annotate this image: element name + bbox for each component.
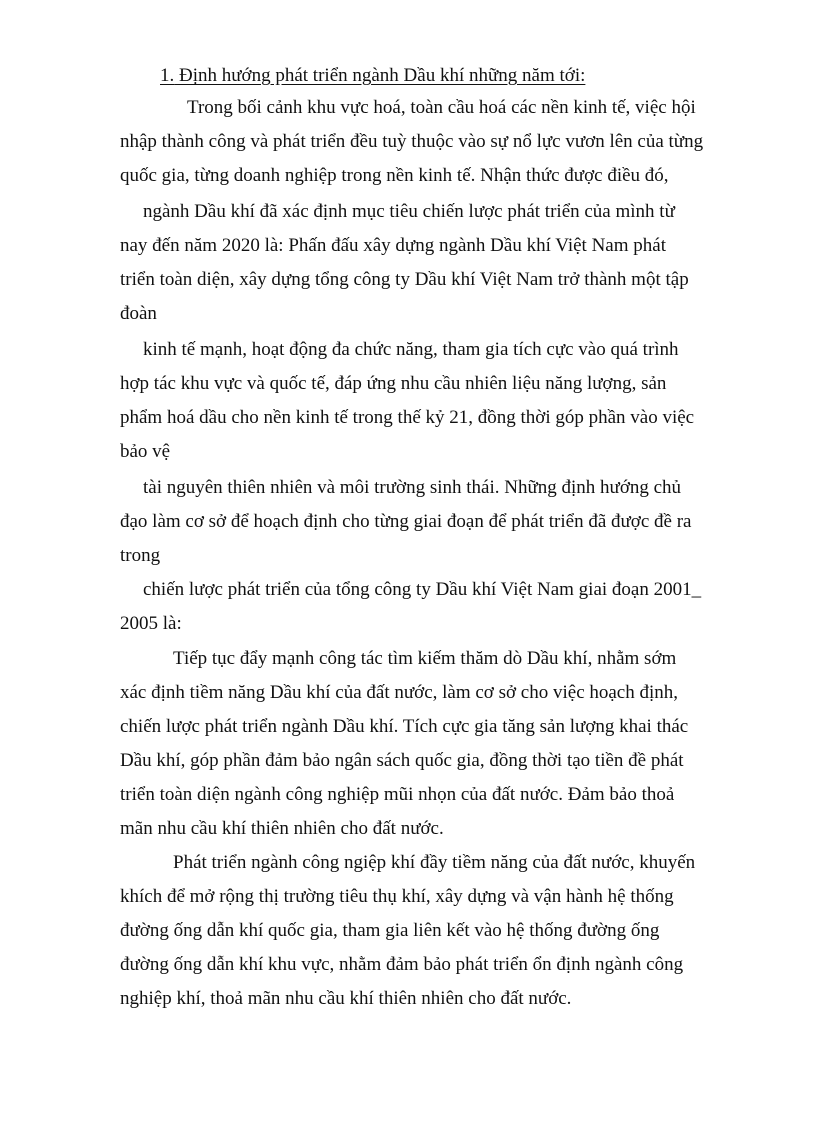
text-line: quốc gia, từng doanh nghiệp trong nền kinh tế. Nhận thức được điều đó, [120, 165, 669, 186]
text-line: đoàn [120, 303, 157, 324]
text-line: kinh tế mạnh, hoạt động đa chức năng, tham gia tích cực vào quá trình [143, 339, 679, 360]
text-line: đường ống dẫn khí quốc gia, tham gia liên kết vào hệ thống đường ống [120, 920, 660, 941]
text-line: đường ống dẫn khí khu vực, nhằm đảm bảo phát triển ổn định ngành công [120, 954, 684, 975]
section-title: Định hướng phát triển ngành Dầu khí những năm tới: [179, 65, 586, 86]
text-line: tài nguyên thiên nhiên và môi trường sinh thái. Những định hướng chủ [143, 477, 682, 498]
text-line: triển toàn diện, xây dựng tổng công ty Dầu khí Việt Nam trở thành một tập [120, 269, 689, 290]
text-line: triển toàn diện ngành công nghiệp mũi nhọn của đất nước. Đảm bảo thoả [120, 784, 675, 805]
text-line: bảo vệ [120, 441, 171, 462]
text-line: phẩm hoá dầu cho nền kinh tế trong thế kỷ 21, đồng thời góp phần vào việc [120, 407, 695, 428]
section-number: 1. [160, 65, 175, 86]
text-line: mãn nhu cầu khí thiên nhiên cho đất nước. [120, 818, 444, 839]
text-line: đạo làm cơ sở để hoạch định cho từng giai đoạn để phát triển đã được đề ra [120, 511, 692, 532]
text-line: hợp tác khu vực và quốc tế, đáp ứng nhu cầu nhiên liệu năng lượng, sản [120, 373, 667, 394]
text-line: xác định tiềm năng Dầu khí của đất nước, làm cơ sở cho việc hoạch định, [120, 682, 679, 703]
text-line: Dầu khí, góp phần đảm bảo ngân sách quốc gia, đồng thời tạo tiền đề phát [120, 750, 684, 771]
text-line: chiến lược phát triển của tổng công ty Dầu khí Việt Nam giai đoạn 2001_ [143, 579, 702, 600]
text-line: Trong bối cảnh khu vực hoá, toàn cầu hoá các nền kinh tế, việc hội [187, 97, 696, 118]
text-line: 2005 là: [120, 613, 182, 634]
text-line: nhập thành công và phát triển đều tuỳ thuộc vào sự nổ lực vươn lên của từng [120, 131, 704, 152]
text-line: khích để mở rộng thị trường tiêu thụ khí, xây dựng và vận hành hệ thống [120, 886, 674, 907]
text-line: nghiệp khí, thoả mãn nhu cầu khí thiên nhiên cho đất nước. [120, 988, 572, 1009]
text-line: Tiếp tục đẩy mạnh công tác tìm kiếm thăm dò Dầu khí, nhằm sớm [173, 648, 677, 669]
text-line: Phát triển ngành công ngiệp khí đầy tiềm năng của đất nước, khuyến [173, 852, 696, 873]
section-heading [160, 64, 585, 88]
text-line: trong [120, 545, 161, 566]
text-line: chiến lược phát triển ngành Dầu khí. Tích cực gia tăng sản lượng khai thác [120, 716, 689, 737]
text-line: ngành Dầu khí đã xác định mục tiêu chiến lược phát triển của mình từ [143, 201, 675, 222]
text-line: nay đến năm 2020 là: Phấn đấu xây dựng ngành Dầu khí Việt Nam phát [120, 235, 666, 256]
